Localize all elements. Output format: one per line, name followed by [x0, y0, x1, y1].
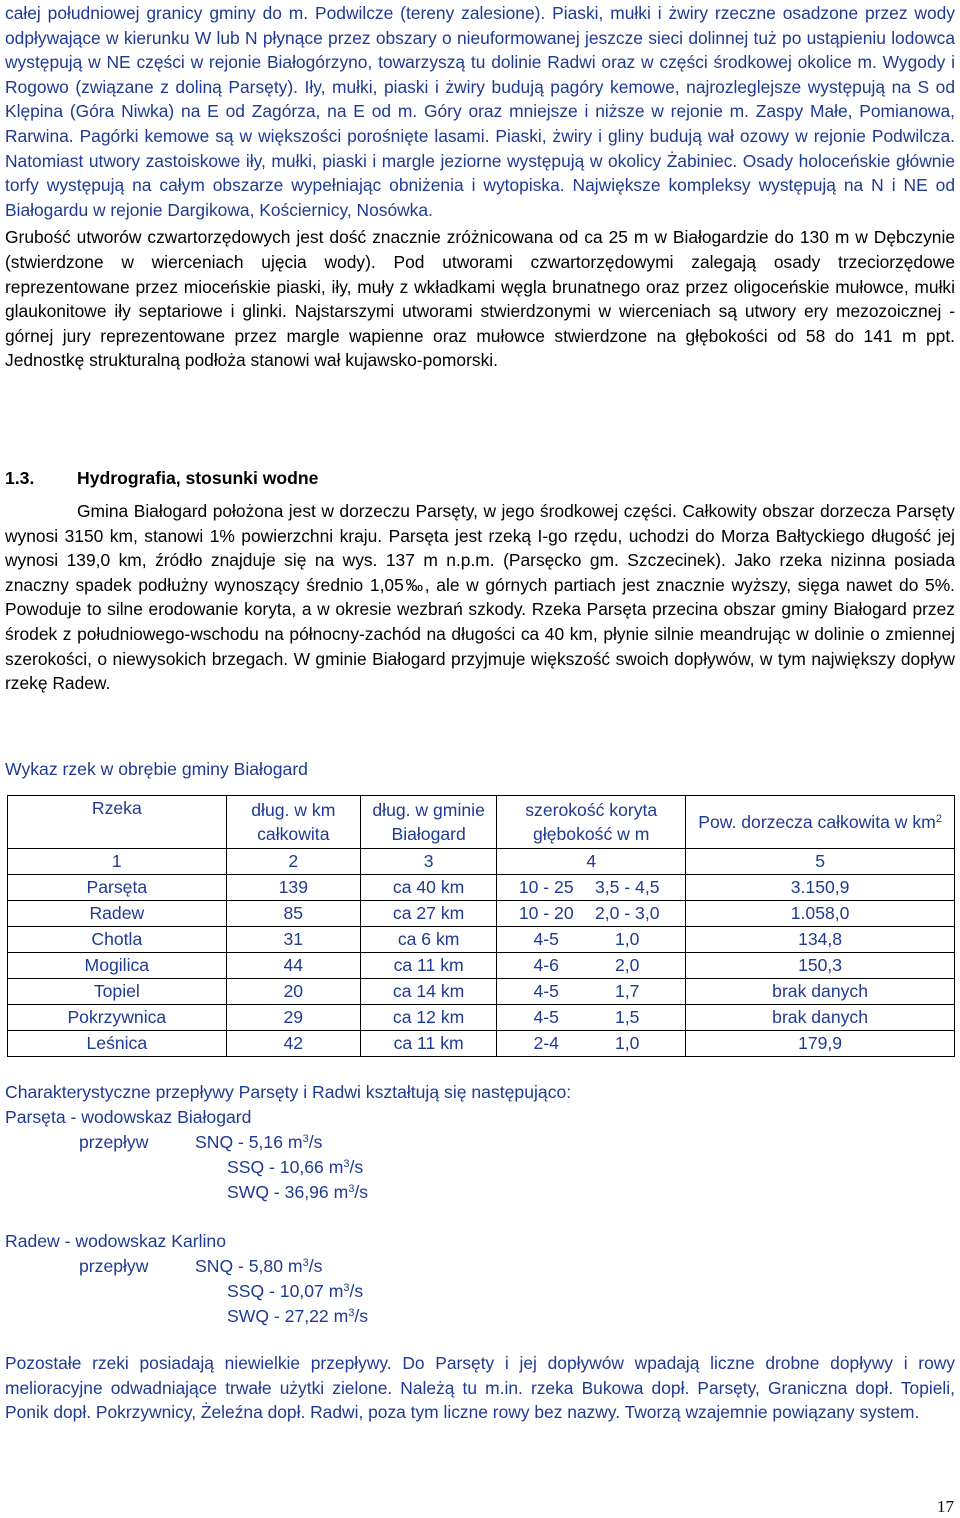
cell-basin-area	[686, 927, 955, 953]
flow-unit-suffix: /s	[349, 1281, 364, 1301]
paragraph-geology-1	[5, 1, 955, 222]
flow-value-text: SSQ - 10,66	[227, 1157, 324, 1177]
flow-value	[195, 1130, 322, 1155]
cell-total-length-value: 29	[283, 1007, 304, 1027]
column-number: 5	[686, 849, 955, 875]
header-width-depth-text: szerokość koryta głębokość w m	[525, 800, 658, 844]
cell-basin-area-value: 134,8	[798, 929, 843, 949]
cell-length-in-gmina	[360, 927, 496, 953]
header-width-depth	[497, 796, 686, 849]
flow-value-text: SWQ - 36,96	[227, 1182, 329, 1202]
section-number: 1.3.	[5, 468, 35, 488]
cell-river-value: Parsęta	[86, 877, 148, 897]
flow-value-text: SNQ - 5,80	[195, 1256, 284, 1276]
header-total-length-text: dług. w km całkowita	[251, 800, 336, 844]
table-row	[8, 927, 955, 953]
table-row	[8, 953, 955, 979]
flow-gauge-title: Radew - wodowskaz Karlino	[5, 1231, 226, 1251]
flow-unit-superscript: 3	[348, 1307, 355, 1319]
flow-unit-superscript: 3	[302, 1133, 309, 1145]
flow-label: przepływ	[79, 1132, 149, 1152]
flow-unit-suffix: /s	[308, 1132, 323, 1152]
cell-total-length	[226, 979, 360, 1005]
cell-total-length-value: 44	[283, 955, 304, 975]
table-row	[8, 901, 955, 927]
cell-basin-area	[686, 979, 955, 1005]
cell-width-depth-value: 4-6	[533, 955, 559, 975]
flow-label: przepływ	[79, 1256, 149, 1276]
cell-width-depth-value: 2,0	[614, 955, 640, 975]
table-row	[8, 979, 955, 1005]
cell-river-value: Pokrzywnica	[67, 1007, 167, 1027]
cell-total-length	[226, 1031, 360, 1057]
flows-section	[5, 1080, 955, 1340]
cell-width-depth-value: 10 - 25	[518, 877, 574, 897]
cell-river	[8, 901, 227, 927]
cell-river-value: Radew	[89, 903, 145, 923]
cell-river-value: Topiel	[93, 981, 140, 1001]
cell-width-depth	[497, 901, 686, 927]
cell-length-in-gmina	[360, 1005, 496, 1031]
cell-total-length-value: 31	[283, 929, 304, 949]
flows-intro: Charakterystyczne przepływy Parsęty i Radwi kształtują się następująco:	[5, 1082, 572, 1102]
cell-length-in-gmina-value: ca 40 km	[392, 877, 465, 897]
cell-total-length	[226, 953, 360, 979]
cell-length-in-gmina	[360, 1031, 496, 1057]
cell-width-depth-value: 10 - 20	[518, 903, 574, 923]
cell-length-in-gmina-value: ca 27 km	[392, 903, 465, 923]
flow-unit-suffix: /s	[354, 1182, 369, 1202]
cell-length-in-gmina-value: ca 11 km	[393, 955, 464, 975]
header-basin-area-text: Pow. dorzecza całkowita w km	[698, 812, 936, 832]
cell-river	[8, 1005, 227, 1031]
flow-unit-superscript: 3	[343, 1158, 350, 1170]
cell-width-depth-value: 3,5 - 4,5	[594, 877, 660, 897]
cell-length-in-gmina-value: ca 6 km	[397, 929, 460, 949]
header-superscript: 2	[935, 813, 942, 825]
flow-unit-suffix: /s	[349, 1157, 364, 1177]
cell-width-depth-value: 1,0	[614, 929, 640, 949]
cell-width-depth-value: 2,0 - 3,0	[594, 903, 660, 923]
table-row	[8, 1031, 955, 1057]
flow-unit-superscript: 3	[343, 1282, 350, 1294]
cell-basin-area	[686, 875, 955, 901]
flow-unit-superscript: 3	[348, 1183, 355, 1195]
closing-text	[5, 1351, 955, 1425]
cell-river	[8, 927, 227, 953]
cell-basin-area-value: 179,9	[798, 1033, 843, 1053]
table-body	[8, 875, 955, 1057]
cell-width-depth	[497, 875, 686, 901]
cell-width-depth-value: 2-4	[533, 1033, 559, 1053]
cell-basin-area-value: brak danych	[772, 1007, 869, 1027]
intro-text	[5, 1, 955, 373]
flow-unit: m	[283, 1256, 303, 1276]
header-total-length	[226, 796, 360, 849]
cell-width-depth	[497, 953, 686, 979]
hydrography-text	[5, 499, 955, 696]
cell-total-length	[226, 927, 360, 953]
flow-unit: m	[323, 1281, 344, 1301]
page-number: 17	[937, 1497, 954, 1516]
cell-width-depth-value: 1,7	[614, 981, 640, 1001]
cell-width-depth-value: 1,5	[614, 1007, 640, 1027]
column-number: 3	[360, 849, 496, 875]
table-row	[8, 1005, 955, 1031]
paragraph-body: Piaski, mułki i żwiry rzeczne osadzone przez wody odpływające w kierunku W lub N płynące przez obszary o nieuformowanej jeszcze sieci dolinnej tuż po ustąpieniu lodowca występują w NE części w rejonie Białogórzyno, towarzyszą tu dolinie Radwi oraz w części środkowej okolice m. Wygody i Rogowo (związane z doliną Parsęty). Iły, mułki, piaski i żwiry budują pagóry kemowe, najrozleglejsze występują na S od Klępina (Góra Niwka) na E od Zagórza, na E od m. Góry oraz mniejsze i niższe w rejonie m. Zaspy Małe, Pomianowa, Rarwina. Pagórki kemowe są w większości porośnięte lasami. Piaski, żwiry i gliny budują wał ozowy w rejonie Podwilcza. Natomiast utwory zastoiskowe iły, mułki, piaski i margle jeziorne występują w okolicy Żabiniec. Osady holoceńskie głównie torfy występują na całym obszarze wypełniając obniżenia i wytopiska. Największe kompleksy występują na N i NE od Białogardu w rejonie Dargikowa, Kościernicy, Nosówka.	[5, 3, 956, 220]
flow-value-text: SNQ - 5,16	[195, 1132, 284, 1152]
cell-width-depth	[497, 927, 686, 953]
cell-width-depth-value: 1,0	[614, 1033, 640, 1053]
table-caption: Wykaz rzek w obrębie gminy Białogard	[5, 759, 308, 779]
paragraph-hydrography: Gmina Białogard położona jest w dorzeczu Parsęty, w jego środkowej części. Całkowity obszar dorzecza Parsęty wynosi 3150 km, stanowi 1% powierzchni kraju. Parsęta jest rzeką I-go rzędu, uchodzi do Morza Bałtyckiego długość jej wynosi 139,0 km, źródło znajduje się na wys. 137 m n.p.m. (Parsęcko gm. Szczecinek). Jako rzeka nizinna posiada znaczny spadek podłużny wynoszący średnio 1,05‰, ale w górnych partiach jest znacznie wyższy, sięga nawet do 5%. Powoduje to silne erodowanie koryta, a w okresie wezbrań szkody. Rzeka Parsęta przecina obszar gminy Białogard przez środek z południowego-wschodu na północny-zachód na długości ca 40 km, płynie silnie meandrując w dolinie o zmiennej szerokości, o niewysokich brzegach. W gminie Białogard przyjmuje większość swoich dopływów, w tym największy dopływ rzekę Radew.	[5, 501, 955, 694]
flow-value	[227, 1155, 363, 1180]
rivers-table	[7, 795, 955, 1057]
cell-length-in-gmina	[360, 875, 496, 901]
flow-unit: m	[323, 1157, 344, 1177]
paragraph-lead: całej południowej granicy gminy do m. Podwilcze (tereny zalesione).	[5, 3, 553, 23]
flow-unit-superscript: 3	[302, 1257, 309, 1269]
cell-total-length	[226, 1005, 360, 1031]
flow-value	[227, 1304, 368, 1329]
flow-gauge-title: Parsęta - wodowskaz Białogard	[5, 1107, 252, 1127]
flow-value-text: SSQ - 10,07	[227, 1281, 324, 1301]
cell-total-length-value: 85	[283, 903, 304, 923]
cell-length-in-gmina-value: ca 14 km	[392, 981, 465, 1001]
flow-unit: m	[328, 1306, 349, 1326]
flow-unit-suffix: /s	[354, 1306, 369, 1326]
cell-width-depth-value: 4-5	[533, 929, 559, 949]
cell-basin-area	[686, 901, 955, 927]
table-row	[8, 875, 955, 901]
cell-river-value: Mogilica	[84, 955, 150, 975]
cell-river-value: Leśnica	[86, 1033, 148, 1053]
flow-unit-suffix: /s	[308, 1256, 323, 1276]
cell-river-value: Chotla	[91, 929, 143, 949]
cell-total-length-value: 20	[283, 981, 304, 1001]
cell-length-in-gmina	[360, 979, 496, 1005]
paragraph-closing: Pozostałe rzeki posiadają niewielkie przepływy. Do Parsęty i jej dopływów wpadają liczne drobne dopływy i rowy melioracyjne odwadniające trwałe użytki zielone. Należą tu m.in. rzeka Bukowa dopł. Parsęty, Graniczna dopł. Topieli, Ponik dopł. Pokrzywnicy, Żeleźna dopł. Radwi, poza tym liczne rowy bez nazwy. Tworzą wzajemnie powiązany system.	[5, 1353, 955, 1423]
cell-width-depth	[497, 1031, 686, 1057]
cell-total-length	[226, 901, 360, 927]
cell-width-depth	[497, 1005, 686, 1031]
column-number: 2	[226, 849, 360, 875]
cell-basin-area-value: brak danych	[772, 981, 869, 1001]
flow-value	[195, 1254, 322, 1279]
flow-value	[227, 1279, 363, 1304]
header-length-in-gmina	[360, 796, 496, 849]
cell-basin-area-value: 150,3	[798, 955, 843, 975]
cell-river	[8, 875, 227, 901]
flow-value-text: SWQ - 27,22	[227, 1306, 329, 1326]
column-number: 4	[497, 849, 686, 875]
flow-unit: m	[328, 1182, 349, 1202]
cell-river	[8, 1031, 227, 1057]
table-header-row	[8, 796, 955, 849]
header-basin-area	[686, 796, 955, 849]
cell-basin-area	[686, 1031, 955, 1057]
cell-length-in-gmina	[360, 953, 496, 979]
table-number-row	[8, 849, 955, 875]
paragraph-geology-2: Grubość utworów czwartorzędowych jest dość znacznie zróżnicowana od ca 25 m w Białogardzie do 130 m w Dębczynie (stwierdzone w wierceniach ujęcia wody). Pod utworami czwartorzędowymi zalegają osady trzeciorzędowe reprezentowane przez mioceńskie piaski, iły, muły z wkładkami węgla brunatnego oraz przez oligoceńskie mułowce, mułki glaukonitowe iły septariowe i glinki. Najstarszymi utworami stwierdzonymi w wierceniach są utwory ery mezozoicznej - górnej jury reprezentowane przez margle wapienne oraz mułowce stwierdzone na głębokości od 58 do 141 m ppt. Jednostkę strukturalną podłoża stanowi wał kujawsko-pomorski.	[5, 227, 955, 371]
cell-width-depth	[497, 979, 686, 1005]
cell-basin-area	[686, 1005, 955, 1031]
section-heading	[5, 468, 318, 489]
cell-total-length-value: 42	[283, 1033, 304, 1053]
cell-length-in-gmina-value: ca 11 km	[393, 1033, 464, 1053]
cell-river	[8, 979, 227, 1005]
cell-river	[8, 953, 227, 979]
cell-basin-area-value: 1.058,0	[790, 903, 850, 923]
cell-basin-area-value: 3.150,9	[790, 877, 850, 897]
cell-width-depth-value: 4-5	[533, 981, 559, 1001]
flow-unit: m	[283, 1132, 303, 1152]
header-length-in-gmina-text: dług. w gminie Białogard	[372, 800, 485, 844]
flow-value	[227, 1180, 368, 1205]
cell-basin-area	[686, 953, 955, 979]
cell-total-length	[226, 875, 360, 901]
header-river	[8, 796, 227, 849]
cell-total-length-value: 139	[278, 877, 308, 897]
cell-length-in-gmina	[360, 901, 496, 927]
header-river-text: Rzeka	[91, 798, 142, 818]
column-number: 1	[8, 849, 227, 875]
section-title: Hydrografia, stosunki wodne	[77, 468, 319, 488]
cell-length-in-gmina-value: ca 12 km	[392, 1007, 465, 1027]
cell-width-depth-value: 4-5	[533, 1007, 559, 1027]
